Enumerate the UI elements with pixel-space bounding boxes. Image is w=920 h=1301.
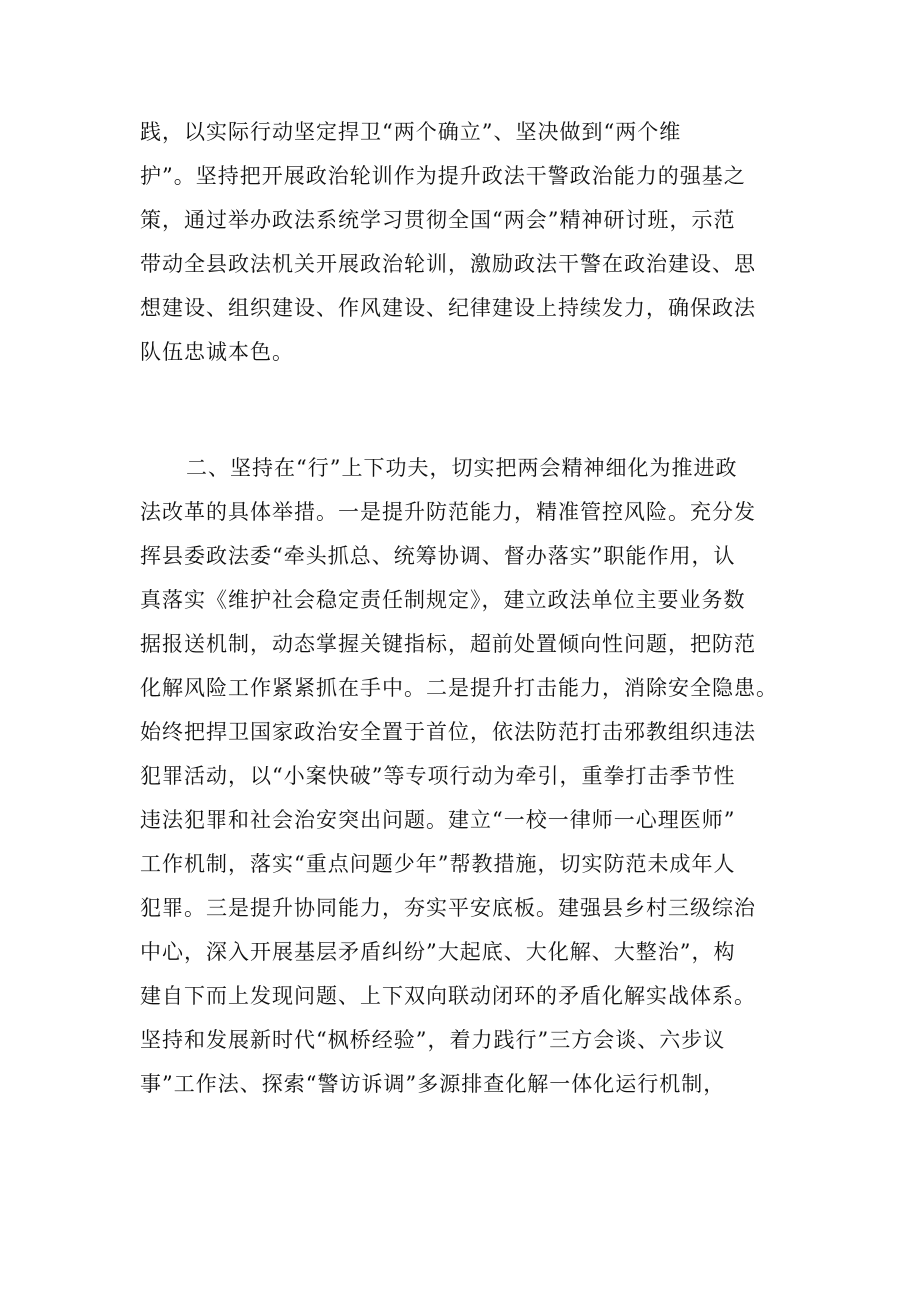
paragraph-2-line: 犯罪活动，以“小案快破”等专项行动为牵引，重拳打击季节性: [140, 764, 736, 788]
paragraph-2-line: 违法犯罪和社会治安突出问题。建立“一校一律师一心理医师”: [140, 808, 736, 832]
paragraph-1-line: 带动全县政法机关开展政治轮训，激励政法干警在政治建设、思: [140, 252, 756, 276]
paragraph-1-line: 践，以实际行动坚定捍卫“两个确立”、坚决做到“两个维: [140, 120, 682, 144]
paragraph-2-line: 始终把捍卫国家政治安全置于首位，依法防范打击邪教组织违法: [140, 720, 756, 744]
paragraph-2-line: 挥县委政法委“牵头抓总、统筹协调、督办落实”职能作用，认: [140, 544, 736, 568]
paragraph-2-line: 坚持和发展新时代“枫桥经验”，着力践行”三方会谈、六步议: [140, 1028, 726, 1052]
paragraph-1-line: 队伍忠诚本色。: [140, 340, 294, 364]
paragraph-2-line: 建自下而上发现问题、上下双向联动闭环的矛盾化解实战体系。: [140, 984, 756, 1008]
paragraph-2-line: 据报送机制，动态掌握关键指标，超前处置倾向性问题，把防范: [140, 632, 756, 656]
paragraph-2-line: 化解风险工作紧紧抓在手中。二是提升打击能力，消除安全隐患。: [140, 676, 778, 700]
paragraph-2-line: 真落实《维护社会稳定责任制规定》，建立政法单位主要业务数: [140, 588, 746, 612]
paragraph-1-line: 护”。坚持把开展政治轮训作为提升政法干警政治能力的强基之: [140, 164, 746, 188]
paragraph-2-line: 工作机制，落实“重点问题少年”帮教措施，切实防范未成年人: [140, 852, 736, 876]
paragraph-1-line: 策，通过举办政法系统学习贯彻全国“两会”精神研讨班，示范: [140, 208, 736, 232]
paragraph-2-line: 犯罪。三是提升协同能力，夯实平安底板。建强县乡村三级综治: [140, 896, 756, 920]
paragraph-2-line: 事”工作法、探索“警访诉调”多源排查化解一体化运行机制，: [140, 1072, 726, 1096]
paragraph-2-line: 中心，深入开展基层矛盾纠纷”大起底、大化解、大整治”，构: [140, 940, 736, 964]
paragraph-1-line: 想建设、组织建设、作风建设、纪律建设上持续发力，确保政法: [140, 296, 756, 320]
paragraph-2-line: 二、坚持在“行”上下功夫，切实把两会精神细化为推进政: [186, 456, 738, 480]
paragraph-2-line: 法改革的具体举措。一是提升防范能力，精准管控风险。充分发: [140, 500, 756, 524]
